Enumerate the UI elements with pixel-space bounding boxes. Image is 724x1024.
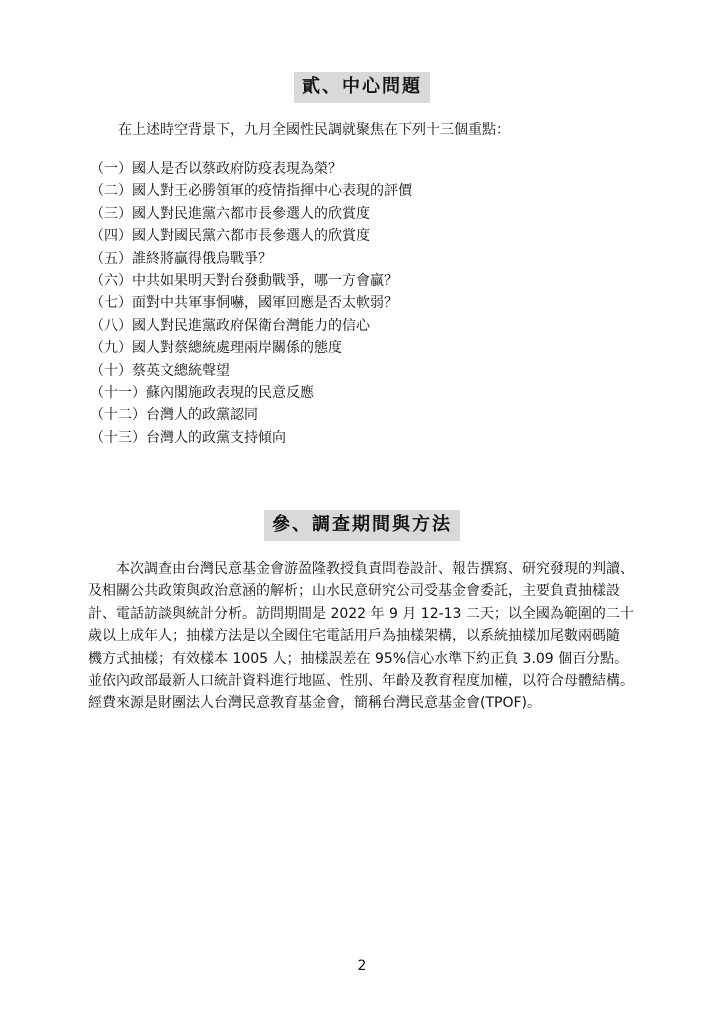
question-list (90, 158, 412, 449)
question-item: （四）國人對國民黨六都市長參選人的欣賞度 (90, 228, 370, 245)
page-number: 2 (357, 958, 367, 974)
method-paragraph (88, 558, 640, 715)
section-2-intro: 在上述時空背景下，九月全國性民調就聚焦在下列十三個重點： (118, 122, 510, 138)
question-item: （五）誰終將贏得俄烏戰爭？ (90, 250, 272, 267)
question-item: （十二）台灣人的政黨認同 (90, 407, 258, 424)
section-2-heading: 貳、中心問題 (294, 72, 430, 103)
question-item: （七）面對中共軍事恫嚇，國軍回應是否太軟弱？ (90, 295, 398, 312)
section-3-heading: 參、調查期間與方法 (264, 510, 460, 541)
question-item: （九）國人對蔡總統處理兩岸關係的態度 (90, 340, 342, 357)
method-line: 並依內政部最新人口統計資料進行地區、性別、年齡及教育程度加權，以符合母體結構。 (88, 672, 634, 689)
question-item: （十）蔡英文總統聲望 (90, 362, 230, 379)
method-line: 機方式抽樣；有效樣本 1005 人；抽樣誤差在 95%信心水準下約正負 3.09 個百分點。 (88, 650, 629, 667)
question-item: （一）國人是否以蔡政府防疫表現為榮？ (90, 161, 342, 177)
question-item: （八）國人對民進黨政府保衛台灣能力的信心 (90, 317, 370, 334)
section-3-heading-wrap (0, 510, 724, 541)
method-line: 本次調查由台灣民意基金會游盈隆教授負責問卷設計、報告撰寫、研究發現的判讀、 (116, 561, 634, 577)
question-item: （十一）蘇內閣施政表現的民意反應 (90, 384, 314, 401)
question-item: （三）國人對民進黨六都市長參選人的欣賞度 (90, 205, 370, 222)
method-line: 及相關公共政策與政治意涵的解析；山水民意研究公司受基金會委託，主要負責抽樣設 (88, 583, 620, 600)
question-item: （十三）台灣人的政黨支持傾向 (90, 429, 286, 446)
question-item: （六）中共如果明天對台發動戰爭，哪一方會贏？ (90, 272, 398, 289)
method-line: 經費來源是財團法人台灣民意教育基金會，簡稱台灣民意基金會(TPOF)。 (88, 695, 541, 712)
question-item: （二）國人對王必勝領軍的疫情指揮中心表現的評價 (90, 183, 412, 200)
section-2-heading-wrap (0, 72, 724, 103)
method-line: 歲以上成年人；抽樣方法是以全國住宅電話用戶為抽樣架構，以系統抽樣加尾數兩碼隨 (88, 628, 620, 645)
method-line: 計、電話訪談與統計分析。訪問期間是 2022 年 9 月 12-13 二天；以全國為範圍的二十 (88, 605, 634, 622)
